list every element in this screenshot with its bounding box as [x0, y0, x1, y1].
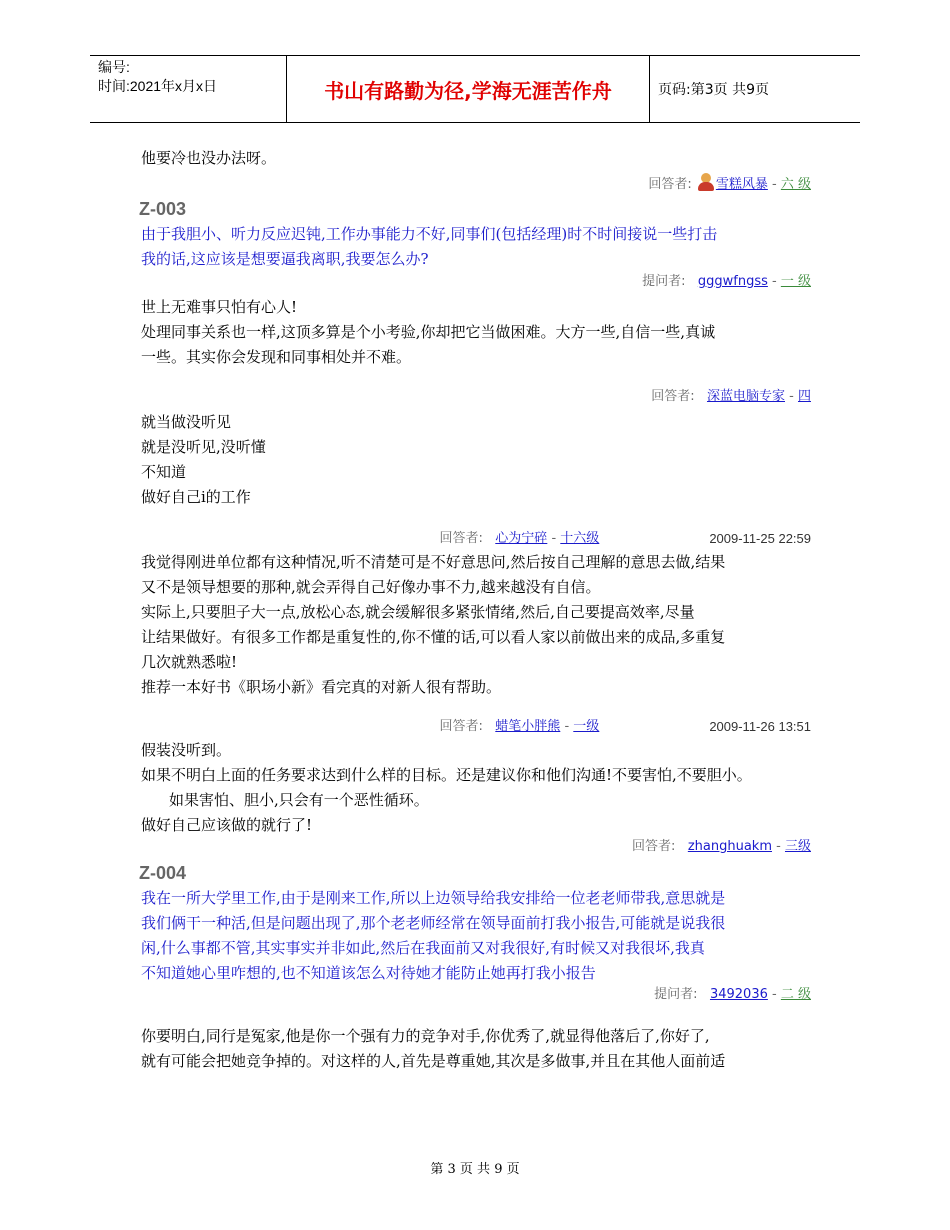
asker-meta: 提问者: gggwfngss - 一 级 [642, 274, 811, 289]
section-id: Z-004 [139, 863, 187, 883]
answer-line: 一些。其实你会发现和同事相处并不难。 [141, 348, 412, 366]
answer-line: 实际上,只要胆子大一点,放松心态,就会缓解很多紧张情绪,然后,自己要提高效率,尽量 [141, 603, 695, 621]
role-label: 提问者: [642, 274, 686, 289]
answerer-name-link[interactable]: 深蓝电脑专家 [706, 389, 785, 404]
role-label: 回答者: [651, 389, 695, 404]
role-label: 提问者: [654, 987, 698, 1002]
answerer-level-link[interactable]: 四 [797, 389, 811, 404]
answer-line: 又不是领导想要的那种,就会弄得自己好像办事不力,越来越没有自信。 [141, 578, 601, 596]
answer-line: 世上无难事只怕有心人! [141, 298, 298, 316]
asker-meta: 提问者: 3492036 - 二 级 [654, 987, 811, 1002]
answer-line: 我觉得刚进单位都有这种情况,听不清楚可是不好意思问,然后按自己理解的意思去做,结果 [141, 553, 726, 571]
answer-line: 几次就熟悉啦! [141, 653, 238, 671]
asker-level-link[interactable]: 二 级 [780, 987, 811, 1002]
answerer-level-link[interactable]: 三级 [784, 839, 811, 854]
answer-text: 他要冷也没办法呀。 [141, 149, 277, 167]
header-info-cell [90, 56, 286, 122]
question-line: 闲,什么事都不管,其实事实并非如此,然后在我面前又对我很好,有时候又对我很坏,我真 [141, 939, 705, 957]
question-line: 我们俩干一种活,但是问题出现了,那个老老师经常在领导面前打我小报告,可能就是说我很 [141, 914, 726, 932]
answerer-meta: 回答者: 深蓝电脑专家 - 四 [651, 389, 811, 404]
question-text [141, 222, 821, 272]
answer-line: 处理同事关系也一样,这顶多算是个小考验,你却把它当做困难。大方一些,自信一些,真诚 [141, 323, 716, 341]
document-body [141, 146, 821, 1074]
header-page-info: 页码:第3页 共9页 [658, 82, 769, 98]
answer-line: 就是没听见,没听懂 [141, 438, 266, 456]
question-line: 我的话,这应该是想要逼我离职,我要怎么办? [141, 250, 429, 268]
code-label: 编号: [98, 59, 130, 75]
answerer-meta: 回答者: 心为宁碎 - 十六级 2009-11-25 22:59 [439, 531, 811, 546]
question-line: 我在一所大学里工作,由于是刚来工作,所以上边领导给我安排给一位老老师带我,意思就是 [141, 889, 726, 907]
answer-line: 不知道 [141, 463, 187, 481]
answerer-meta: 回答者: zhanghuakm - 三级 [632, 839, 811, 854]
answerer-name-link[interactable]: 雪糕风暴 [715, 177, 768, 192]
role-label: 回答者: [648, 177, 692, 192]
answer-line: 就当做没听见 [141, 413, 232, 431]
answer-text [141, 738, 821, 838]
question-line: 由于我胆小、听力反应迟钝,工作办事能力不好,同事们(包括经理)时不时间接说一些打击 [141, 225, 718, 243]
answer-line: 做好自己应该做的就行了! [141, 816, 313, 834]
answerer-name-link[interactable]: 蜡笔小胖熊 [495, 719, 561, 734]
answer-line: 如果不明白上面的任务要求达到什么样的目标。还是建议你和他们沟通!不要害怕,不要胆小。 [141, 766, 752, 784]
answerer-meta: 回答者: 蜡笔小胖熊 - 一级 2009-11-26 13:51 [439, 719, 811, 734]
role-label: 回答者: [632, 839, 676, 854]
answer-line: 让结果做好。有很多工作都是重复性的,你不懂的话,可以看人家以前做出来的成品,多重复 [141, 628, 726, 646]
answerer-level-link[interactable]: 一级 [573, 719, 600, 734]
answerer-name-link[interactable]: 心为宁碎 [495, 531, 548, 546]
answer-line: 推荐一本好书《职场小新》看完真的对新人很有帮助。 [141, 678, 502, 696]
answerer-level-link[interactable]: 六 级 [780, 177, 811, 192]
answer-line: 假装没听到。 [141, 741, 232, 759]
section-id: Z-003 [139, 199, 187, 219]
question-text [141, 886, 821, 986]
answerer-level-link[interactable]: 十六级 [560, 531, 600, 546]
answer-line: 如果害怕、胆小,只会有一个恶性循环。 [169, 791, 429, 809]
answerer-name-link[interactable]: zhanghuakm [687, 839, 772, 854]
answer-text [141, 1024, 821, 1074]
answerer-meta: 回答者: 雪糕风暴 - 六 级 [141, 173, 811, 194]
time-label: 时间:2021年x月x日 [98, 78, 218, 94]
user-avatar-icon [696, 173, 716, 191]
answer-date: 2009-11-26 13:51 [709, 719, 811, 734]
header-motto: 书山有路勤为径,学海无涯苦作舟 [286, 56, 650, 122]
answer-date: 2009-11-25 22:59 [709, 531, 811, 546]
role-label: 回答者: [439, 719, 483, 734]
answer-text [141, 295, 821, 370]
role-label: 回答者: [439, 531, 483, 546]
answer-line: 就有可能会把她竞争掉的。对这样的人,首先是尊重她,其次是多做事,并且在其他人面前适 [141, 1052, 726, 1070]
page-header [90, 55, 860, 123]
page-footer: 第 3 页 共 9 页 [430, 1162, 520, 1177]
answer-line: 做好自己i的工作 [141, 488, 251, 506]
asker-name-link[interactable]: 3492036 [709, 987, 768, 1002]
answer-text [141, 550, 821, 700]
question-line: 不知道她心里咋想的,也不知道该怎么对待她才能防止她再打我小报告 [141, 964, 596, 982]
answer-text [141, 410, 821, 510]
asker-level-link[interactable]: 一 级 [780, 274, 811, 289]
asker-name-link[interactable]: gggwfngss [697, 274, 768, 289]
answer-line: 你要明白,同行是冤家,他是你一个强有力的竞争对手,你优秀了,就显得他落后了,你好了, [141, 1027, 710, 1045]
